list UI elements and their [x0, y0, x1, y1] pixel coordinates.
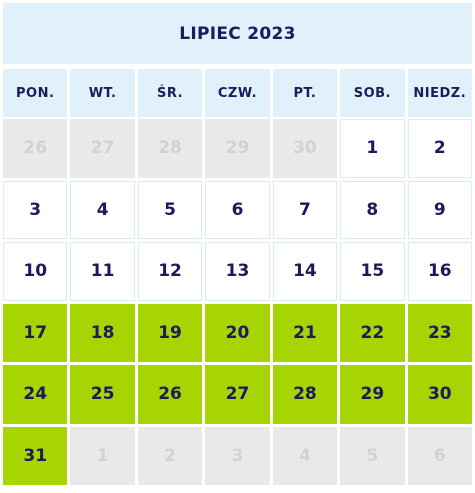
day-cell-other-month: 30 — [273, 119, 337, 178]
day-cell-highlighted[interactable]: 31 — [3, 427, 67, 486]
day-cell[interactable]: 2 — [408, 119, 472, 178]
day-cell[interactable]: 4 — [70, 181, 134, 240]
day-cell-highlighted[interactable]: 17 — [3, 304, 67, 363]
weekday-sat: SOB. — [340, 69, 404, 117]
day-cell[interactable]: 10 — [3, 242, 67, 301]
weekday-sun: NIEDZ. — [408, 69, 472, 117]
day-cell-highlighted[interactable]: 20 — [205, 304, 269, 363]
day-cell-other-month: 5 — [340, 427, 404, 486]
day-cell[interactable]: 13 — [205, 242, 269, 301]
day-cell[interactable]: 8 — [340, 181, 404, 240]
day-cell[interactable]: 11 — [70, 242, 134, 301]
day-cell-highlighted[interactable]: 23 — [408, 304, 472, 363]
day-cell[interactable]: 3 — [3, 181, 67, 240]
day-cell-highlighted[interactable]: 21 — [273, 304, 337, 363]
days-grid — [3, 119, 472, 485]
day-cell[interactable]: 9 — [408, 181, 472, 240]
day-cell-other-month: 6 — [408, 427, 472, 486]
day-cell-highlighted[interactable]: 27 — [205, 365, 269, 424]
day-cell-other-month: 4 — [273, 427, 337, 486]
day-cell-other-month: 27 — [70, 119, 134, 178]
day-cell-other-month: 3 — [205, 427, 269, 486]
day-cell[interactable]: 6 — [205, 181, 269, 240]
day-cell-other-month: 1 — [70, 427, 134, 486]
day-cell-highlighted[interactable]: 24 — [3, 365, 67, 424]
day-cell-other-month: 28 — [138, 119, 202, 178]
day-cell[interactable]: 12 — [138, 242, 202, 301]
weekday-fri: PT. — [273, 69, 337, 117]
weekday-tue: WT. — [70, 69, 134, 117]
day-cell-highlighted[interactable]: 19 — [138, 304, 202, 363]
day-cell-highlighted[interactable]: 30 — [408, 365, 472, 424]
day-cell[interactable]: 1 — [340, 119, 404, 178]
day-cell[interactable]: 7 — [273, 181, 337, 240]
day-cell-highlighted[interactable]: 22 — [340, 304, 404, 363]
day-cell-highlighted[interactable]: 26 — [138, 365, 202, 424]
day-cell-highlighted[interactable]: 29 — [340, 365, 404, 424]
weekday-header-row — [3, 69, 472, 117]
day-cell-other-month: 29 — [205, 119, 269, 178]
day-cell-highlighted[interactable]: 28 — [273, 365, 337, 424]
day-cell[interactable]: 16 — [408, 242, 472, 301]
weekday-wed: ŚR. — [138, 69, 202, 117]
weekday-mon: PON. — [3, 69, 67, 117]
month-title: LIPIEC 2023 — [3, 3, 472, 64]
day-cell-other-month: 2 — [138, 427, 202, 486]
day-cell-highlighted[interactable]: 25 — [70, 365, 134, 424]
day-cell-other-month: 26 — [3, 119, 67, 178]
day-cell-highlighted[interactable]: 18 — [70, 304, 134, 363]
day-cell[interactable]: 15 — [340, 242, 404, 301]
day-cell[interactable]: 5 — [138, 181, 202, 240]
day-cell[interactable]: 14 — [273, 242, 337, 301]
weekday-thu: CZW. — [205, 69, 269, 117]
